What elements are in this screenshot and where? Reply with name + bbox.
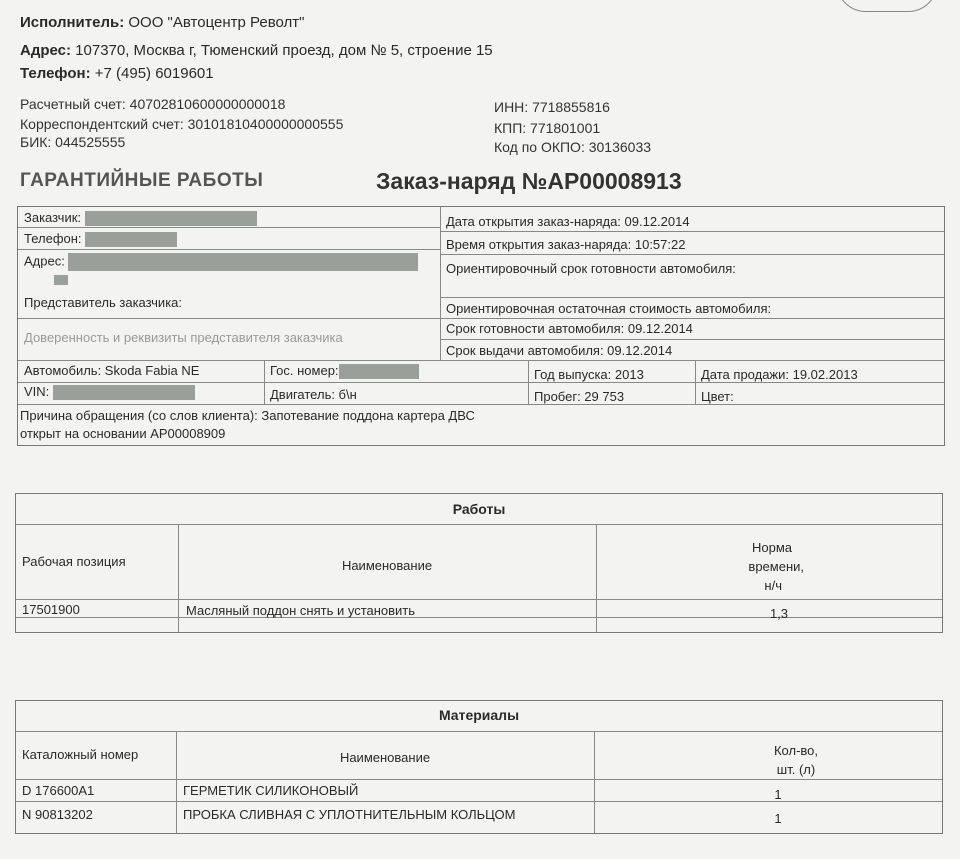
warranty-title: ГАРАНТИЙНЫЕ РАБОТЫ (20, 170, 264, 191)
redacted-block (339, 364, 419, 379)
customer-field: Заказчик: (24, 210, 257, 226)
redacted-block (54, 275, 68, 285)
executor-line (20, 14, 304, 31)
issue-date: Срок выдачи автомобиля: 09.12.2014 (446, 343, 673, 358)
kpp: КПП: 771801001 (494, 120, 601, 136)
corr-account: Корреспондентский счет: 30101810400000000555 (20, 116, 344, 132)
customer-address-field: Адрес: (24, 253, 418, 271)
reason-basis: открыт на основании АР00008909 (20, 426, 226, 441)
executor-label: Исполнитель: (20, 14, 125, 31)
table-row-value: 1 (774, 811, 782, 826)
address-label: Адрес: (20, 42, 71, 59)
redacted-block (68, 253, 418, 271)
works-col-name: Наименование (341, 558, 433, 573)
table-row-name: ГЕРМЕТИК СИЛИКОНОВЫЙ (183, 783, 359, 798)
inn: ИНН: 7718855816 (494, 99, 610, 115)
table-row-code: D 176600A1 (22, 783, 95, 798)
residual-field: Ориентировочная остаточная стоимость автомобиля: (446, 301, 772, 316)
sale-date: Дата продажи: 19.02.2013 (701, 367, 858, 382)
materials-col-name: Наименование (339, 750, 431, 765)
redacted-block (53, 385, 195, 400)
works-table (15, 493, 943, 633)
okpo: Код по ОКПО: 30136033 (494, 139, 652, 155)
order-info-table (17, 206, 945, 446)
plate-field: Гос. номер: (270, 363, 419, 379)
works-col-position: Рабочая позиция (22, 554, 126, 569)
bik: БИК: 044525555 (20, 134, 126, 150)
materials-col-catalog: Каталожный номер (22, 747, 139, 762)
materials-col-qty: Кол-во, шт. (л) (773, 743, 819, 777)
table-row-name: ПРОБКА СЛИВНАЯ С УПЛОТНИТЕЛЬНЫМ КОЛЬЦОМ (183, 807, 516, 822)
order-title: Заказ-наряд №АР00008913 (376, 168, 682, 194)
customer-phone-field: Телефон: (24, 231, 177, 247)
works-col-norm: Норма времени, н/ч (748, 540, 804, 593)
open-date: Дата открытия заказ-наряда: 09.12.2014 (446, 214, 690, 229)
address-line (20, 42, 493, 59)
redacted-block (85, 232, 177, 247)
table-row-value: 1 (774, 787, 782, 802)
mileage-field: Пробег: 29 753 (534, 389, 625, 404)
engine-field: Двигатель: б\н (270, 387, 357, 402)
table-row-name: Масляный поддон снять и установить (186, 603, 416, 618)
materials-table (15, 700, 943, 834)
car-field: Автомобиль: Skoda Fabia NE (24, 363, 200, 378)
address-value: 107370, Москва г, Тюменский проезд, дом № 5, строение 15 (75, 42, 493, 59)
redacted-block (85, 211, 257, 226)
year-field: Год выпуска: 2013 (534, 367, 644, 382)
table-row-code: N 90813202 (22, 807, 93, 822)
color-field: Цвет: (701, 389, 734, 404)
open-time: Время открытия заказ-наряда: 10:57:22 (446, 237, 686, 252)
phone-value: +7 (495) 6019601 (94, 65, 214, 82)
ready-date: Срок готовности автомобиля: 09.12.2014 (446, 321, 693, 336)
phone-line (20, 65, 214, 82)
eta-field: Ориентировочный срок готовности автомобиля: (446, 261, 736, 276)
proxy-field: Доверенность и реквизиты представителя заказчика (24, 330, 343, 345)
bank-account: Расчетный счет: 40702810600000000018 (20, 96, 286, 112)
works-title: Работы (452, 501, 506, 517)
materials-title: Материалы (438, 707, 520, 723)
table-row-code: 17501900 (22, 602, 80, 617)
reason-line: Причина обращения (со слов клиента): Запотевание поддона картера ДВС (20, 408, 475, 423)
page-corner-shape (836, 0, 938, 12)
vin-field: VIN: (24, 384, 195, 400)
phone-label: Телефон: (20, 65, 91, 82)
executor-value: ООО "Автоцентр Револт" (128, 14, 305, 31)
table-row-value: 1,3 (769, 606, 789, 621)
representative-field: Представитель заказчика: (24, 295, 183, 310)
